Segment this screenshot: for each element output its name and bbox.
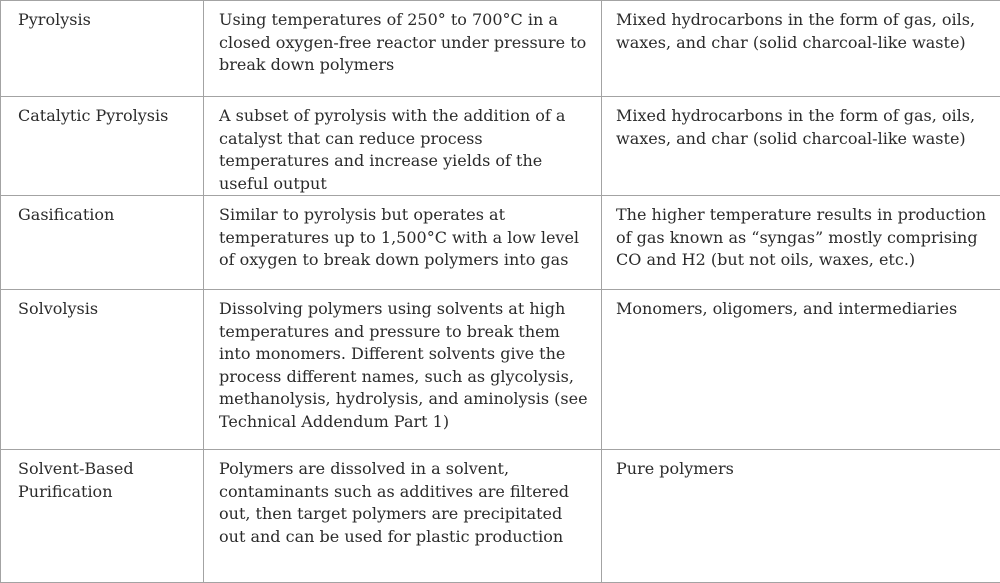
process-output-cell: Mixed hydrocarbons in the form of gas, oils, waxes, and char (solid charcoal-like waste) xyxy=(602,97,1000,196)
process-name-cell: Pyrolysis xyxy=(1,1,204,97)
process-output-cell: Pure polymers xyxy=(602,450,1000,583)
process-name-cell: Catalytic Pyrolysis xyxy=(1,97,204,196)
process-output-cell: The higher temperature results in production of gas known as “syngas” mostly comprising CO and H2 (but not oils, waxes, etc.) xyxy=(602,196,1000,290)
process-description-cell: Similar to pyrolysis but operates at temperatures up to 1,500°C with a low level of oxygen to break down polymers into gas xyxy=(204,196,602,290)
process-name-cell: Gasification xyxy=(1,196,204,290)
table-row xyxy=(1,290,1000,450)
process-name-cell: Solvent-Based Purification xyxy=(1,450,204,583)
process-output-cell: Mixed hydrocarbons in the form of gas, oils, waxes, and char (solid charcoal-like waste) xyxy=(602,1,1000,97)
table-row xyxy=(1,1,1000,97)
table-row xyxy=(1,450,1000,583)
process-name-cell: Solvolysis xyxy=(1,290,204,450)
process-description-cell: Dissolving polymers using solvents at high temperatures and pressure to break them into monomers. Different solvents give the process different names, such as glycolysis, methanolysis, hydrolysis, and aminolysis (see Technical Addendum Part 1) xyxy=(204,290,602,450)
process-description-cell: Polymers are dissolved in a solvent, contaminants such as additives are filtered out, then target polymers are precipitated out and can be used for plastic production xyxy=(204,450,602,583)
table-row xyxy=(1,196,1000,290)
process-description-cell: A subset of pyrolysis with the addition of a catalyst that can reduce process temperatures and increase yields of the useful output xyxy=(204,97,602,196)
process-description-cell: Using temperatures of 250° to 700°C in a closed oxygen-free reactor under pressure to break down polymers xyxy=(204,1,602,97)
table-row xyxy=(1,97,1000,196)
process-output-cell: Monomers, oligomers, and intermediaries xyxy=(602,290,1000,450)
